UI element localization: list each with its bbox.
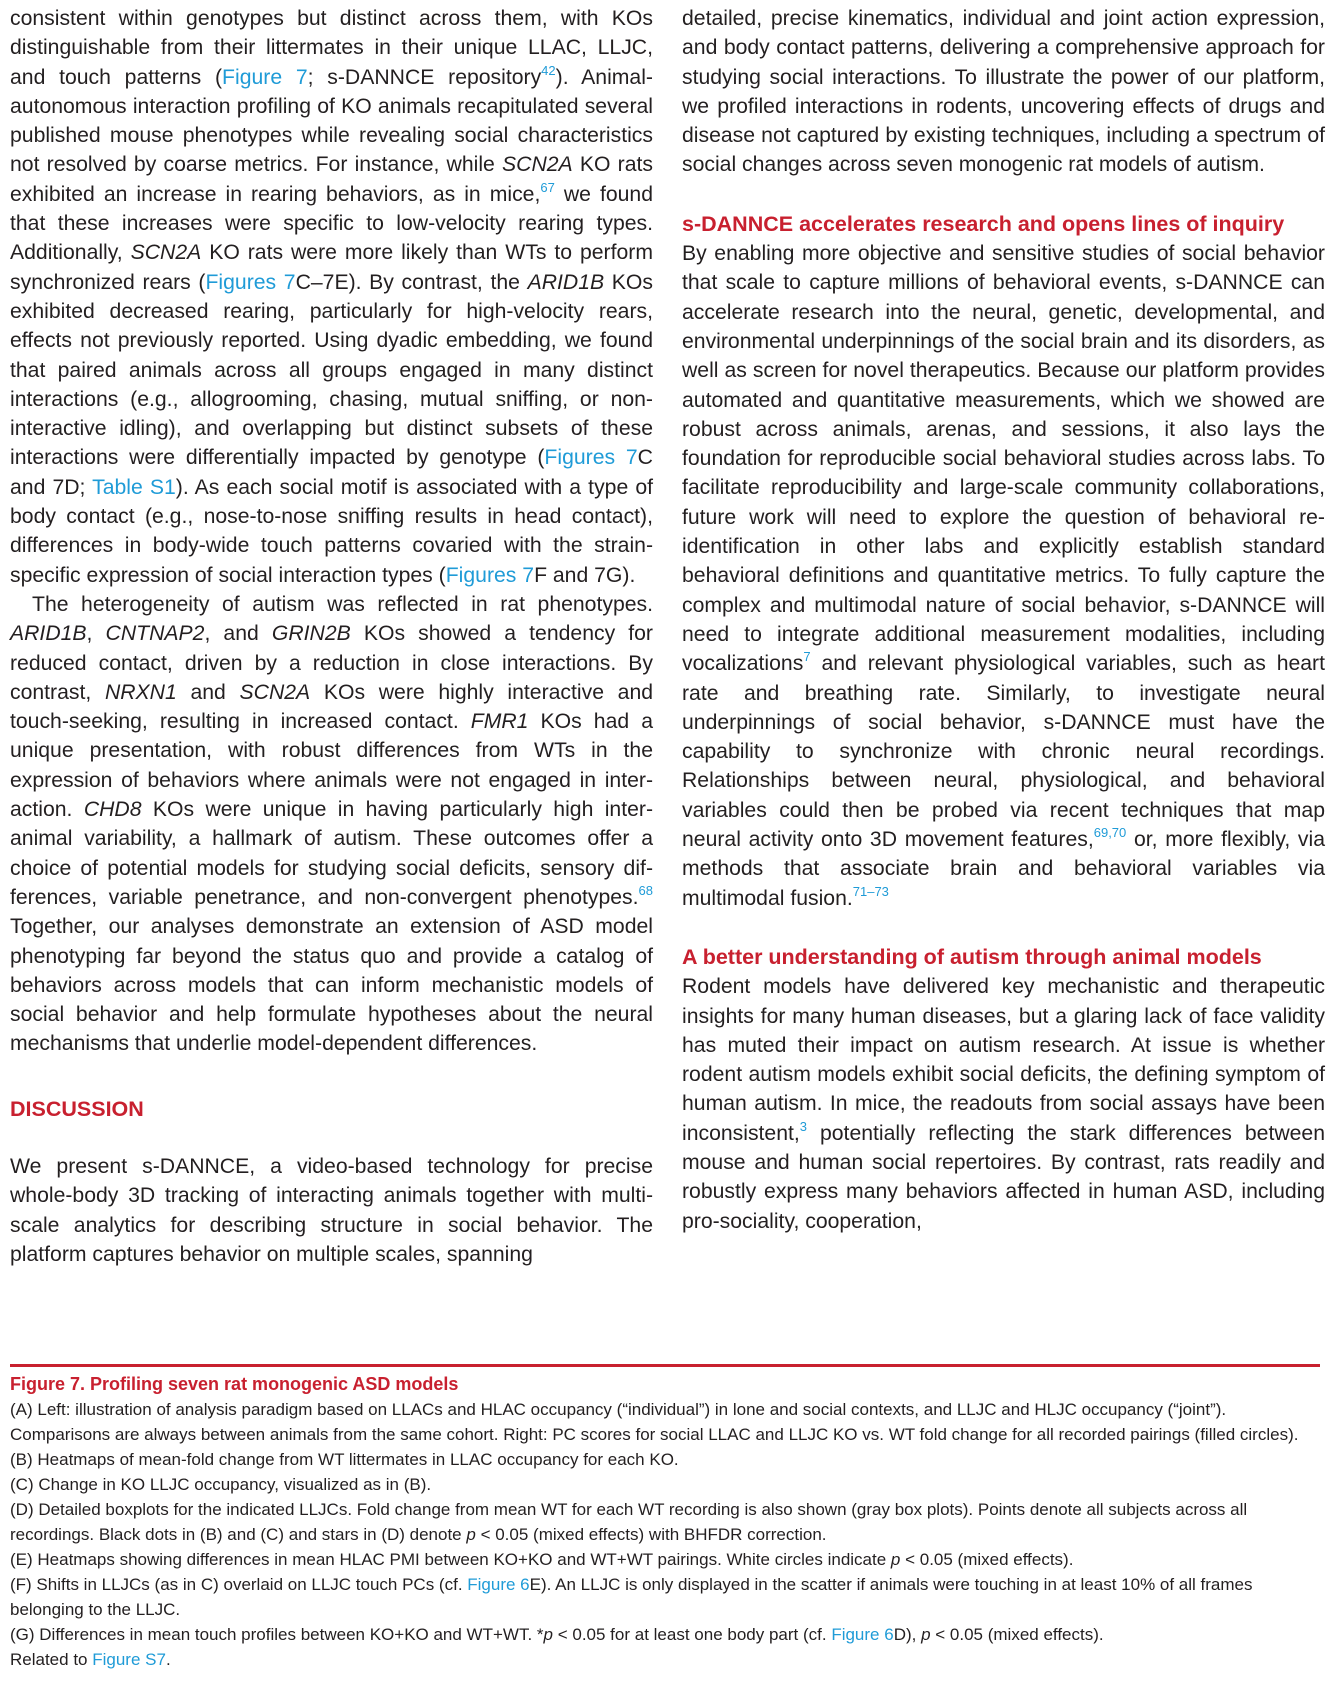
text: F and 7G). [534,563,636,587]
caption-title: Figure 7. Profiling seven rat monogenic ASD models [10,1374,459,1394]
caption-related [10,1647,1320,1672]
citation-link[interactable]: 68 [638,882,653,898]
text: < 0.05 for at least one body part (cf. [553,1625,832,1644]
gene-name: CHD8 [83,798,142,822]
citation-link[interactable]: 42 [541,62,556,78]
caption-panel-c: (C) Change in KO LLJC occupancy, visualized as in (B). [10,1475,432,1494]
p-symbol: p [466,1525,476,1544]
gene-name: FMR1 [470,710,529,734]
paragraph [10,590,653,1059]
left-column [10,4,653,1269]
text: The heterogeneity of autism was reflected in rat phenotypes. [32,592,653,616]
text: , [86,622,106,646]
text: KOs showed a tendency for reduced contact, driven by a reduction in close interactions. By contrast, [10,622,653,704]
text: KO rats were more likely than WTs to perform synchronized rears ( [10,241,653,294]
text: Related to [10,1650,93,1669]
text: ). As each social motif is associated with a type of body contact (e.g., nose-to-nose sniffing results in head contact), differences in body-wide touch patterns covaried with the strain-specific expression of social interaction types ( [10,475,653,587]
text: or, more flexibly, via methods that associate brain and behavioral variables via multimodal fusion. [682,828,1325,910]
spacer [682,180,1325,210]
figure-caption [10,1372,1320,1672]
section-heading-autism-models: A better understanding of autism through animal models [682,944,1262,969]
section-heading-discussion: DISCUSSION [10,1096,144,1121]
citation-link[interactable]: 71–73 [852,883,889,899]
spacer [10,1059,653,1095]
gene-name: GRIN2B [271,622,351,646]
text: KOs were highly interactive and touch-seeking, resulting in increased contact. [10,680,654,734]
text: C–7E). By contrast, the [295,270,528,294]
p-symbol: p [543,1625,553,1644]
paragraph [682,972,1325,1236]
caption-panel-d [10,1497,1320,1547]
text: D), [893,1625,922,1644]
text: Rodent models have delivered key mechanistic and therapeutic insights for many human diseases, but a glaring lack of face validity has muted their impact on autism research. At issue is whether rodent autism models exhibit social deficits, the defining symptom of human autism. In mice, the readouts from social assays have been inconsistent, [682,975,1325,1145]
text: C and 7D; [10,446,653,499]
text: and relevant physiological variables, such as heart rate and breathing rate. Similarly, to investigate neural underpinnings of social behavior, s-DANNCE must have the capability to synchronize with chronic neural recordings. Relationships between neural, physiological, and behavioral variables could then be probed via recent techniques that map neural activity onto 3D movement features, [682,652,1325,852]
gene-name: SCN2A [239,680,311,704]
text: (E) Heatmaps showing differences in mean HLAC PMI between KO+KO and WT+WT pairings. White circles indicate [10,1550,891,1569]
citation-link[interactable]: 7 [803,649,811,665]
figure-link[interactable]: Figure 7 [222,65,308,89]
figure-link[interactable]: Figure 6 [467,1575,530,1594]
caption-divider [10,1364,1320,1367]
citation-link[interactable]: 67 [540,179,555,195]
gene-name: CNTNAP2 [105,622,205,646]
text: KOs were unique in having particularly high inter-animal variability, a hallmark of autism. These outcomes offer a choice of potential models for studying social deficits, sensory differences, variable penetrance, and non-convergent phenotypes. [10,798,654,909]
text: By enabling more objective and sensitive studies of social behavior that scale to capture millions of behavioral events, s-DANNCE can accelerate research into the neural, genetic, developmental, and environmental underpinnings of the social brain and its disorders, as well as screen for novel therapeutics. Because our platform provides automated and quantitative measurements, which we showed are robust across animals, arenas, and sessions, it also lays the foundation for reproducible social behavioral studies across labs. To facilitate reproducibility and large-scale community collaborations, future work will need to explore the question of behavioral re-identification in other labs and explicitly establish standard behavioral definitions and quantitative metrics. To fully capture the complex and multimodal nature of social behavior, s-DANNCE will need to integrate additional measurement modalities, including vocalizations [682,242,1325,676]
paragraph: We present s-DANNCE, a video-based technology for precise whole-body 3D tracking of interacting animals together with multi-scale analytics for describing structure in social behavior. The platform captures behavior on multiple scales, spanning [10,1154,653,1266]
p-symbol: p [921,1625,931,1644]
text: KOs had a unique presentation, with robust differences from WTs in the expression of behaviors where animals were not engaged in interaction. [10,710,654,822]
text: ; s-DANNCE repository [307,65,542,89]
supplementary-figure-link[interactable]: Figure S7 [92,1650,166,1669]
text: E). An LLJC is only displayed in the scatter if animals were touching in at least 10% of all frames belonging to the LLJC. [10,1575,1253,1619]
text: (F) Shifts in LLJCs (as in C) overlaid on LLJC touch PCs (cf. [10,1575,468,1594]
figure-link[interactable]: Figure 6 [831,1625,894,1644]
table-link[interactable]: Table S1 [92,475,176,499]
spacer [682,913,1325,943]
spacer [10,1124,653,1152]
citation-link[interactable]: 3 [799,1118,808,1134]
gene-name: ARID1B [527,270,605,294]
gene-name: NRXN1 [104,680,177,704]
text: KOs exhibited decreased rearing, particularly for high-velocity rears, effects not previously reported. Using dyadic embedding, we found that paired animals across all groups engaged in many distinct interactions (e.g., allogrooming, chasing, mutual sniffing, or non-interactive idling), and overlapping but distinct subsets of these interactions were differentially impacted by genotype ( [10,270,653,470]
right-column [682,4,1325,1236]
figure-link[interactable]: Figures 7 [544,446,638,470]
text: KO rats exhibited an increase in rearing behaviors, as in mice, [10,153,653,206]
citation-link[interactable]: 69,70 [1093,825,1127,841]
text: potentially reflecting the stark differences between mouse and human social repertoires. By contrast, rats readily and robustly express many behaviors affected in human ASD, including pro-sociality, cooperation, [682,1121,1325,1233]
text: < 0.05 (mixed effects). [900,1550,1074,1569]
text: . [165,1650,171,1669]
text: < 0.05 (mixed effects) with BHFDR correction. [475,1525,827,1544]
figure-link[interactable]: Figures 7 [445,563,535,587]
text: ). Animal-autonomous interaction profiling of KO animals recapitulated several published mouse phenotypes while revealing social characteristics not resolved by coarse metrics. For instance, while [10,65,653,177]
text: , and [204,622,272,646]
caption-panel-b: (B) Heatmaps of mean-fold change from WT littermates in LLAC occupancy for each KO. [10,1450,679,1469]
p-symbol: p [890,1550,901,1569]
gene-name: SCN2A [502,153,573,177]
caption-panel-f [10,1572,1320,1622]
section-heading-accelerates: s-DANNCE accelerates research and opens lines of inquiry [682,211,1285,236]
gene-name: SCN2A [130,241,202,265]
figure-link[interactable]: Figures 7 [205,270,296,294]
gene-name: ARID1B [10,622,87,646]
paragraph [682,239,1325,913]
text: and [176,680,240,704]
text: Together, our analyses demonstrate an extension of ASD model phenotyping far beyond the status quo and provide a catalog of behaviors across models that can inform mechanistic models of social behavior and help formulate hypotheses about the neural mechanisms that underlie model-dependent differences. [10,915,653,1056]
paragraph [10,4,653,590]
caption-panel-g [10,1622,1320,1647]
caption-panel-e [10,1547,1320,1572]
text: we found that these increases were specific to low-velocity rearing types. Additionally, [10,182,653,265]
text: (D) Detailed boxplots for the indicated LLJCs. Fold change from mean WT for each WT recording is also shown (gray box plots). Points denote all subjects across all recordings. Black dots in (B) and (C) and stars in (D) denote [10,1500,1248,1544]
text: (G) Differences in mean touch profiles between KO+KO and WT+WT. * [10,1625,544,1644]
paragraph: detailed, precise kinematics, individual and joint action expression, and body contact patterns, delivering a comprehensive approach for studying social interactions. To illustrate the power of our platform, we profiled interactions in rodents, uncovering effects of drugs and disease not captured by existing techniques, including a spectrum of social changes across seven monogenic rat models of autism. [682,7,1325,177]
caption-panel-a: (A) Left: illustration of analysis paradigm based on LLACs and HLAC occupancy (“individual”) in lone and social contexts, and LLJC and HLJC occupancy (“joint”). Comparisons are always between animals from the same cohort. Right: PC scores for social LLAC and LLJC KO vs. WT fold change for all recorded pairings (filled circles). [10,1400,1299,1444]
text: < 0.05 (mixed effects). [930,1625,1104,1644]
text: consistent within genotypes but distinct across them, with KOs distinguishable from their littermates in their unique LLAC, LLJC, and touch patterns ( [10,7,653,89]
